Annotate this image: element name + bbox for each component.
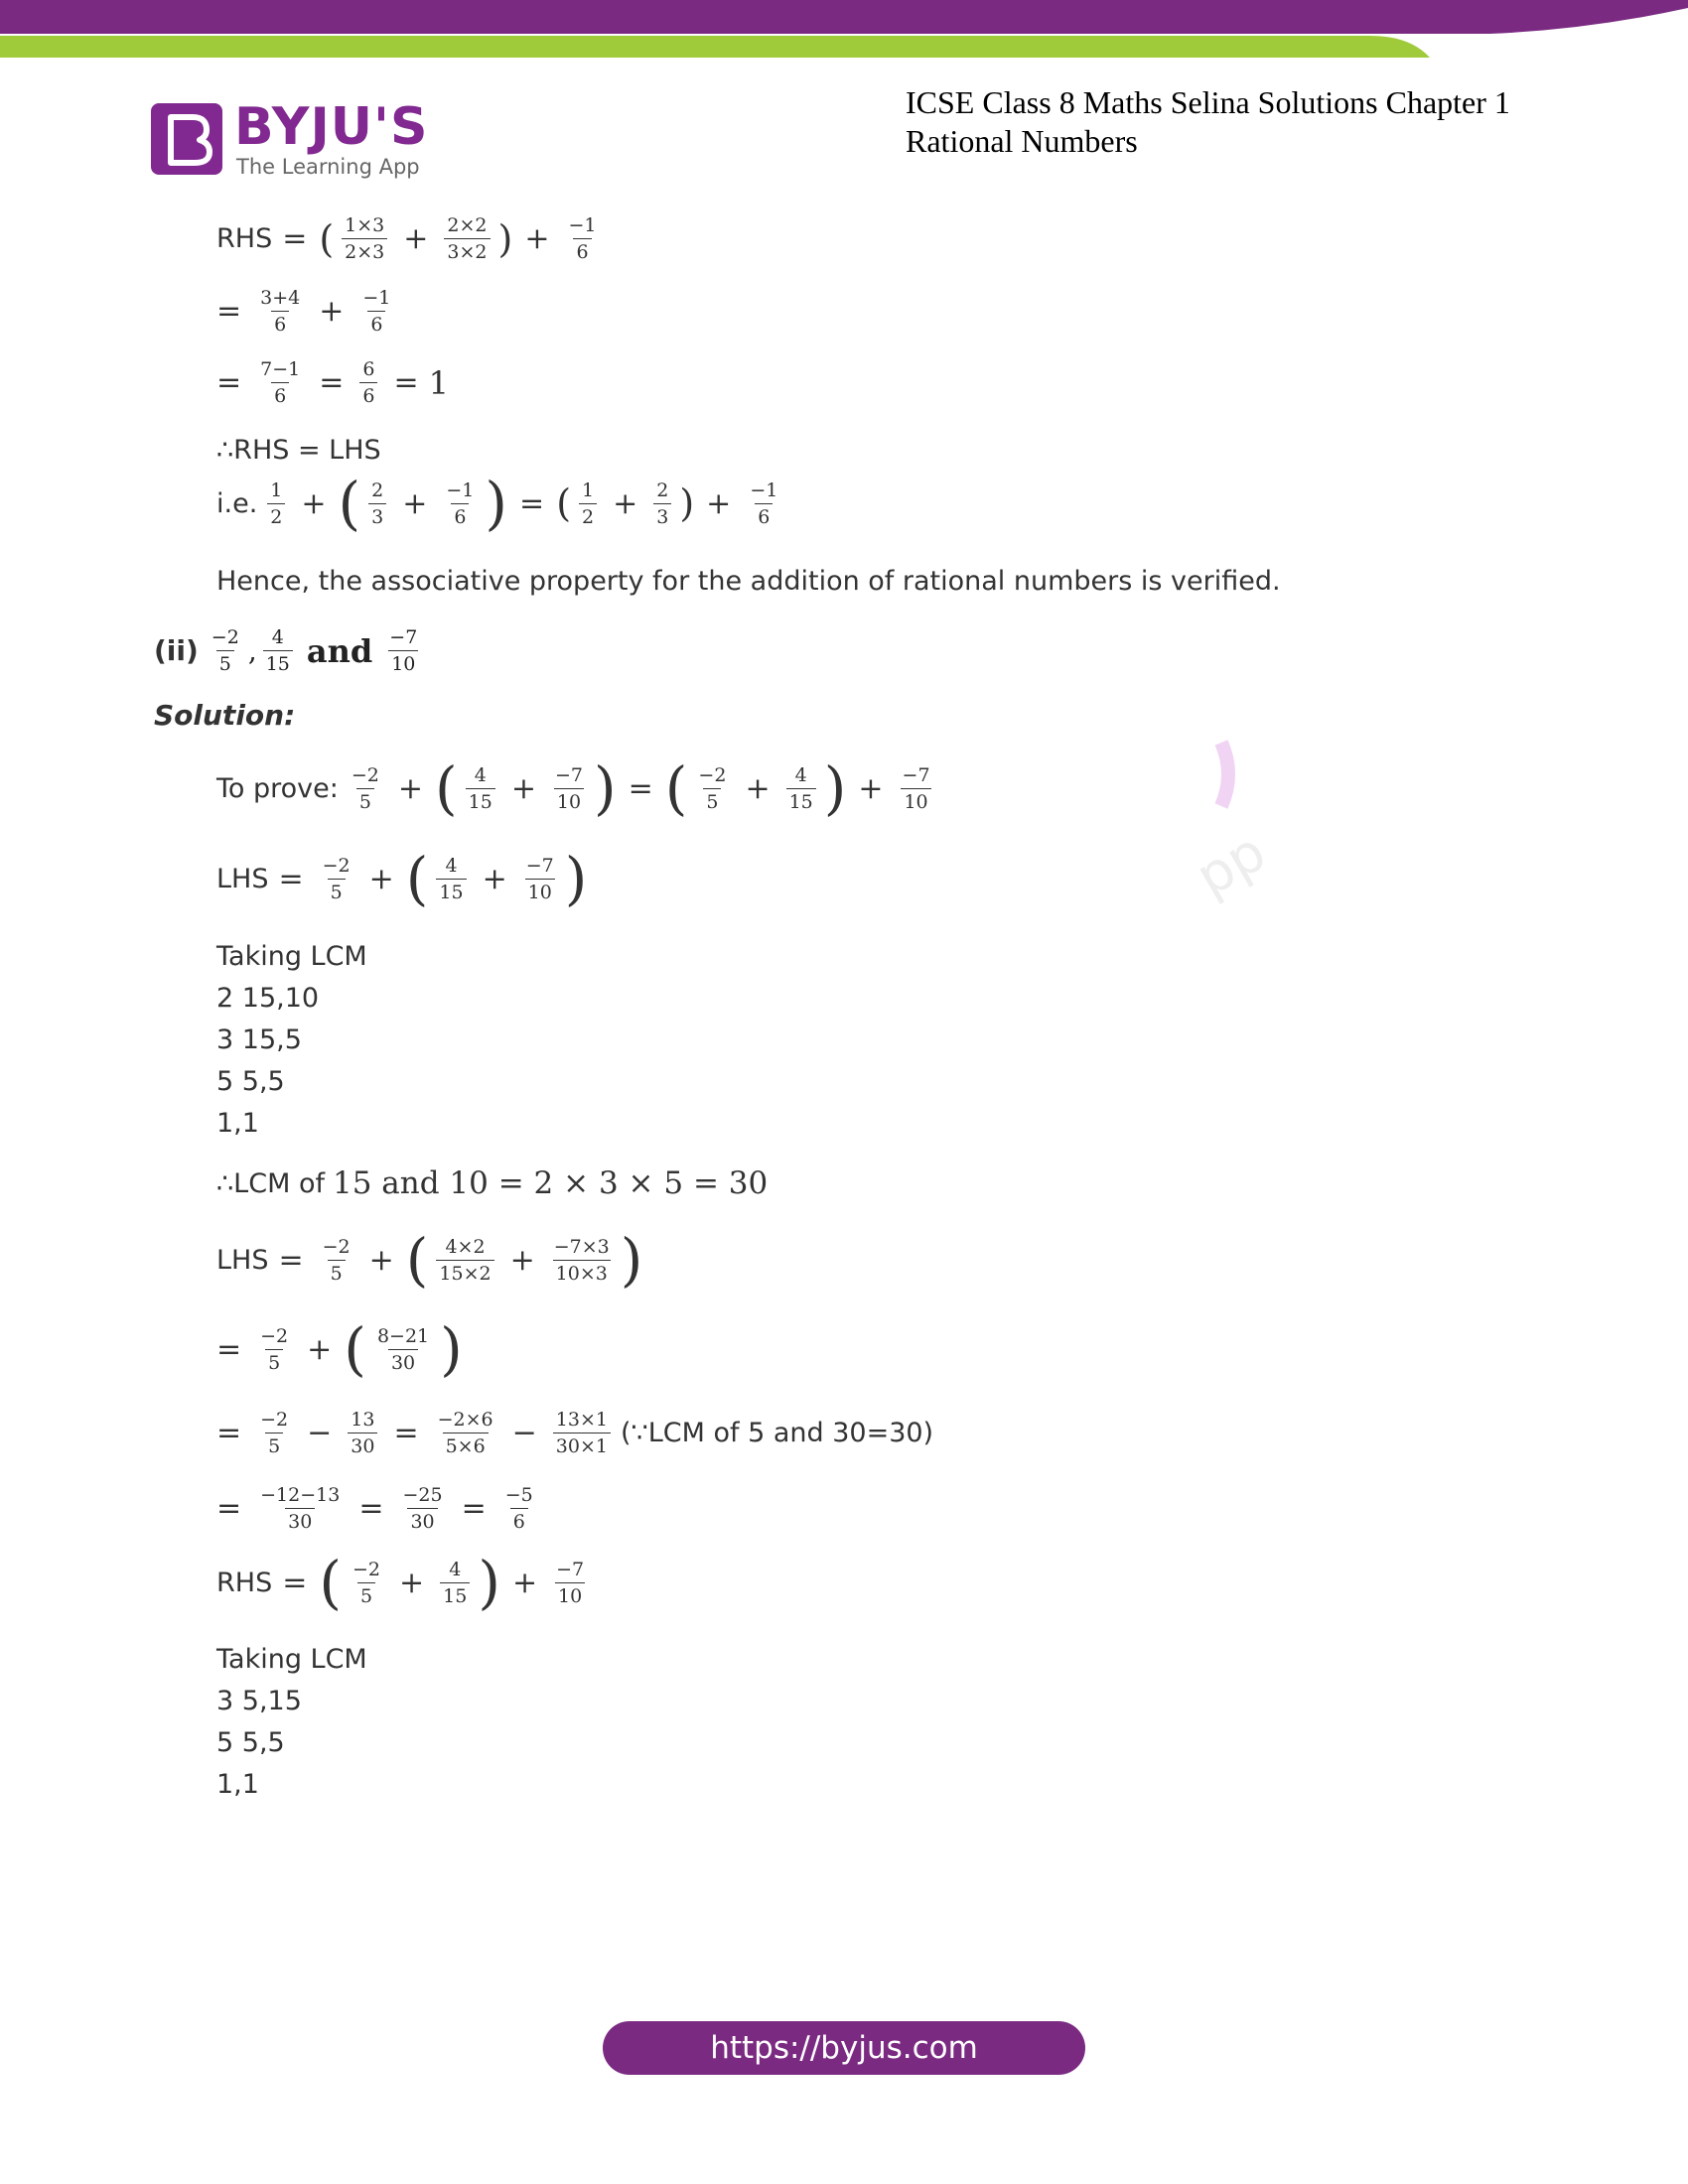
document-title-line2: Rational Numbers xyxy=(906,123,1138,159)
logo-wordmark: BYJU'S xyxy=(234,97,429,157)
math-line-lhs-4: = $\frac{-2}{5}$ − $\frac{13}{30}$ = $\frac{-2\times 6}{5\times 6}$ − $\frac{13\times 1}{30\times 1}$ (∵LCM of 5 and 30=30) xyxy=(216,1409,934,1457)
lcm-table-1-row: 5 5,5 xyxy=(216,1066,285,1097)
rhs-label: RHS xyxy=(216,223,273,254)
top-color-band xyxy=(0,0,1688,60)
lcm-table-2-row: 3 5,15 xyxy=(216,1686,302,1716)
rhs-equals-lhs: ∴RHS = LHS xyxy=(216,435,381,466)
document-title-line1: ICSE Class 8 Maths Selina Solutions Chapter 1 xyxy=(906,84,1510,120)
math-line-lhs-5: = $\frac{-12-13}{30}$ = $\frac{-25}{30}$ = $\frac{-5}{6}$ xyxy=(216,1484,533,1533)
taking-lcm-label-1: Taking LCM xyxy=(216,941,367,972)
lcm-table-2-row: 5 5,5 xyxy=(216,1727,285,1758)
lcm-table-1-row: 1,1 xyxy=(216,1108,259,1139)
math-line-lhs-3: = $\frac{-2}{5}$ + ( $\frac{8-21}{30}$ ) xyxy=(216,1315,463,1383)
math-line-to-prove: To prove: $\frac{-2}{5}$ + ( $\frac{4}{15}$ + $\frac{-7}{10}$ ) = ( $\frac{-2}{5}$ + $\frac{4}{15}$ ) + $\frac{-7}{10}$ xyxy=(216,754,930,822)
math-line-rhs-2: = $\frac{3+4}{6}$ + $\frac{-1}{6}$ xyxy=(216,287,391,336)
math-line-rhs-1: RHS = ( $\frac{1\times 3}{2\times 3}$ + $\frac{2\times 2}{3\times 2}$ ) + $\frac{-1}{6}$ xyxy=(216,214,597,263)
part-marker: (ii) xyxy=(154,634,199,667)
part-ii-heading: (ii) $\frac{-2}{5}$ , $\frac{4}{15}$ and $\frac{-7}{10}$ xyxy=(154,626,418,675)
math-line-rhs-ii: RHS = ( $\frac{-2}{5}$ + $\frac{4}{15}$ ) + $\frac{-7}{10}$ xyxy=(216,1549,585,1616)
lhs-label: LHS xyxy=(216,863,269,894)
math-line-ie: i.e. $\frac{1}{2}$ + ( $\frac{2}{3}$ + $\frac{-1}{6}$ ) = ( $\frac{1}{2}$ + $\frac{2}{3}$ ) + $\frac{-1}{6}$ xyxy=(216,470,778,537)
lcm-table-2-row: 1,1 xyxy=(216,1769,259,1800)
watermark-fragment xyxy=(1186,735,1281,913)
taking-lcm-label-2: Taking LCM xyxy=(216,1644,367,1675)
ie-label: i.e. xyxy=(216,487,258,519)
lcm-result-line: ∴LCM of 15 and 10 = 2 × 3 × 5 = 30 xyxy=(216,1165,769,1201)
byjus-logo xyxy=(149,97,447,181)
byjus-logo-icon xyxy=(149,99,226,179)
footer-url-link[interactable]: https://byjus.com xyxy=(603,2021,1085,2075)
document-title xyxy=(906,83,1620,161)
to-prove-label: To prove: xyxy=(216,772,339,804)
conclusion-text: Hence, the associative property for the addition of rational numbers is verified. xyxy=(216,566,1281,597)
solution-label: Solution: xyxy=(154,699,296,732)
lcm-table-1-row: 2 15,10 xyxy=(216,983,320,1014)
svg-text:pp: pp xyxy=(1186,820,1276,908)
math-line-lhs-2: LHS = $\frac{-2}{5}$ + ( $\frac{4\times 2}{15\times 2}$ + $\frac{-7\times 3}{10\times 3}$ ) xyxy=(216,1226,643,1294)
logo-tagline: The Learning App xyxy=(236,155,420,179)
math-line-rhs-3: = $\frac{7-1}{6}$ = $\frac{6}{6}$ = 1 xyxy=(216,358,449,407)
lcm-table-1-row: 3 15,5 xyxy=(216,1024,302,1055)
math-line-lhs-1: LHS = $\frac{-2}{5}$ + ( $\frac{4}{15}$ + $\frac{-7}{10}$ ) xyxy=(216,845,588,912)
